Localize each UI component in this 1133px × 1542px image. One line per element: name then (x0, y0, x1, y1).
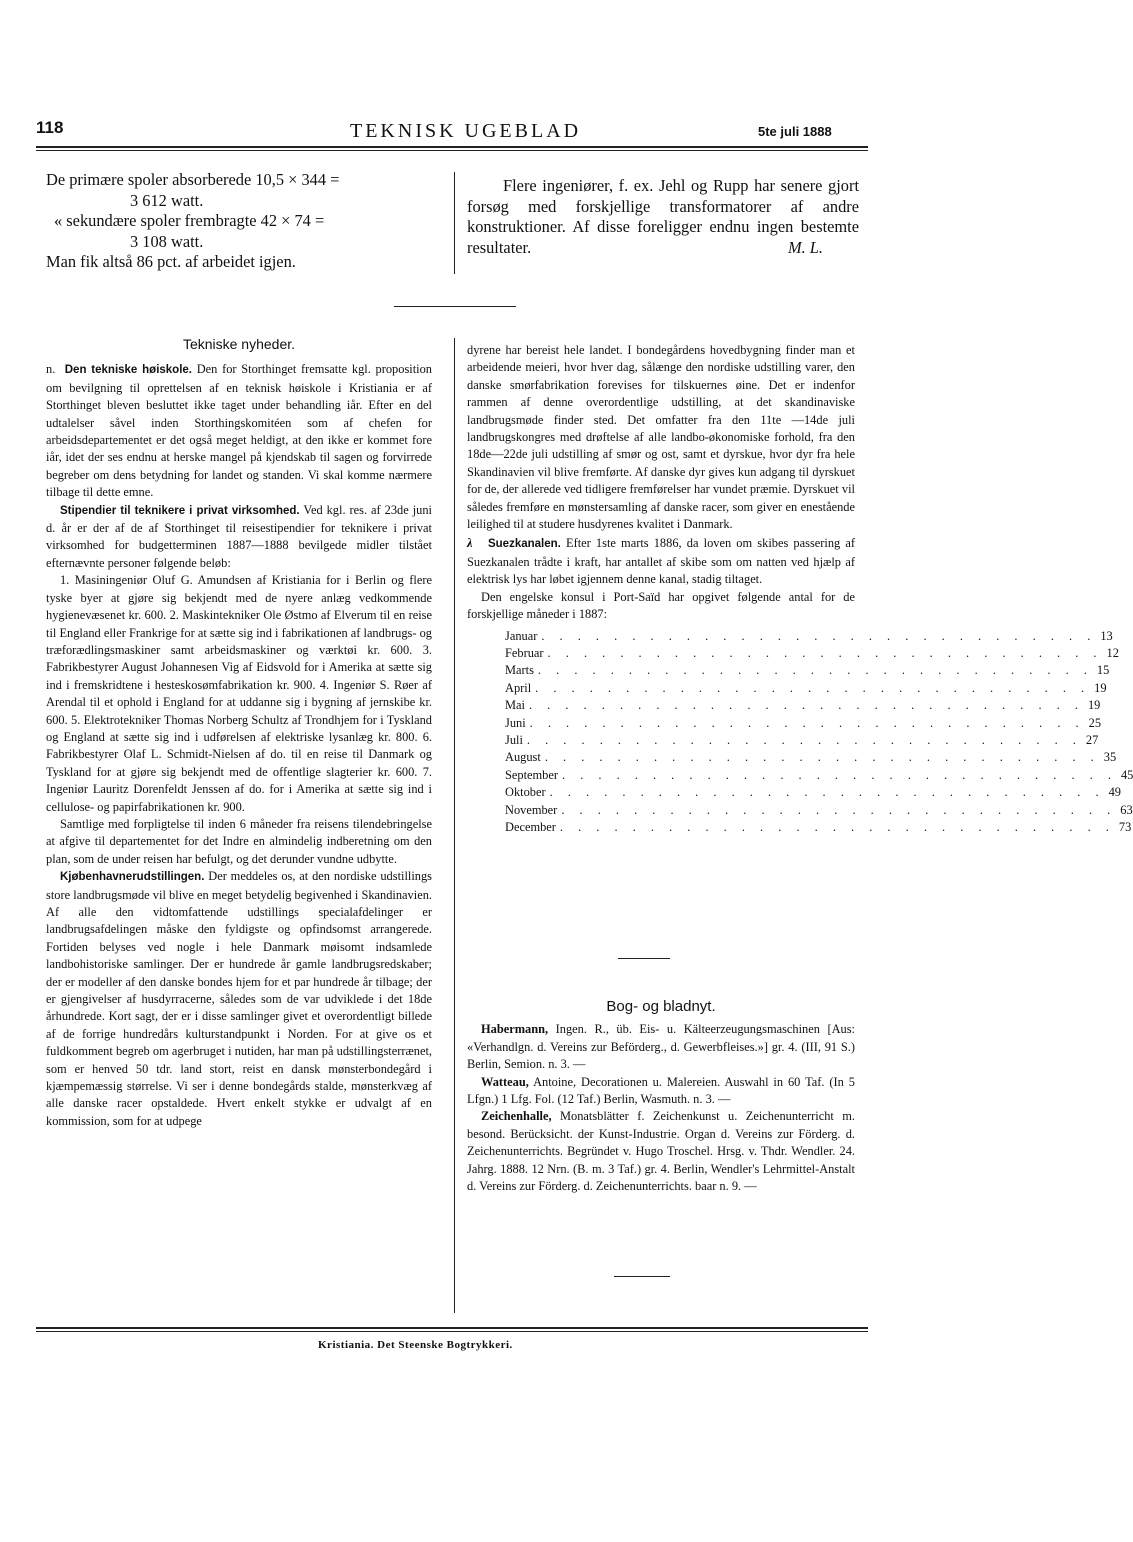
result-line-1: De primære spoler absorberede 10,5 × 344 = (46, 170, 340, 189)
item-marker-lambda: λ (467, 536, 473, 551)
paragraph-suez (467, 535, 855, 588)
section-separator-end (614, 1276, 670, 1277)
footer-rule-thin (36, 1331, 868, 1332)
paragraph-stipendier (46, 502, 432, 573)
article-conclusion (467, 176, 859, 258)
right-column (467, 342, 1133, 840)
subhead-kjobenhavn: Kjøbenhavnerudstillingen. (60, 871, 205, 884)
result-line-5: Man fik altså 86 pct. af arbeidet igjen. (46, 252, 296, 272)
printer-imprint: Kristiania. Det Steenske Bogtrykkeri. (318, 1339, 513, 1351)
subhead-stipendier: Stipendier til teknikere i privat virksomhed. (60, 504, 300, 517)
table-row: November . . . . . . . . . . . . . . . . . . . . . . . . . . . . . . . 63 (505, 802, 1133, 817)
subhead-suez: Suezkanalen. (487, 538, 561, 551)
issue-date: 5te juli 1888 (758, 124, 832, 139)
transformer-results (46, 170, 438, 273)
paragraph-dyrene: dyrene har bereist hele landet. I bondegårdens hovedbygning finder man et arbeidende meieri, hvor hver dag, sålænge den nordiske udstilling varer, den danske smørfabrikation forevises for tilskuernes øine. Det er indenfor rammen af denne overordentlige udstilling, at det skandinaviske landbrugsmøde finder sted. Det omfatter fra den 11te —14de juli landbrugskongres med drøftelse af alle landbo-økonomiske forhold, fra den 18de—22de juli udstilling af smør og ost, samt et dyrskue, hvor dyr fra hele Skandinavien vil blive fremførte. Af danske dyr gives kun adgang til dyrskuet for de, der allerede ved tidligere fremførelser har vundet præmie. Dyrskuet vil således fremføre en mønstersamling af danske racer, som giver en enestående leilighed til at studere husdyrenes kvalitet i Danmark. (467, 343, 855, 532)
result-line-3: « sekundære spoler frembragte 42 × 74 = (54, 211, 325, 231)
text-stipendier: Ved kgl. res. af 23de juni d. år er der af de af Storthinget til reisestipendier for teknikere i privat virksomhed for budgetterminen 1887—1888 bevilgede midler tilstået efternævnte personer følgende beløb: (46, 502, 432, 570)
section-heading-tekniske: Tekniske nyheder. (182, 336, 296, 352)
paragraph-kjobenhavn (46, 868, 432, 1130)
item-marker: n. (46, 362, 56, 377)
section-heading-bog: Bog- og bladnyt. (606, 998, 716, 1015)
table-row: Marts . . . . . . . . . . . . . . . . . . . . . . . . . . . . . . . 15 (505, 663, 1110, 678)
table-row: Juli . . . . . . . . . . . . . . . . . . . . . . . . . . . . . . . 27 (505, 732, 1099, 747)
table-row: Juni . . . . . . . . . . . . . . . . . . . . . . . . . . . . . . . 25 (505, 715, 1102, 730)
entry-text: Antoine, Decorationen u. Malereien. Auswahl in 60 Taf. (In 5 Lfgn.) 1 Lfg. Fol. (12 Taf.) Berlin, Wasmuth. n. 3. — (467, 1074, 855, 1107)
entry-head: Zeichenhalle, (481, 1109, 552, 1124)
text-hoiskole: Den for Storthinget fremsatte kgl. proposition om bevilgning til oprettelsen af en teknisk høiskole i Kristiania er af Storthinget bleven besluttet ikke taget under behandling iår. Efter en del udtalelser såvel inden Storthingskomitéen som af chefen for arbeidsdepartementet er det også meget heldigt, at den ikke er kommet fore iår, idet der ses endnu at herske mangel på kjendskab til sagen og forvirrede begreber om dens betydning for landet og standen. Vi skal komme nærmere tilbage til dette emne. (46, 362, 432, 500)
entry-zeichenhalle (467, 1108, 855, 1195)
author-signature: M. L. (787, 237, 823, 257)
month-table (505, 628, 1133, 837)
table-row: Oktober . . . . . . . . . . . . . . . . . . . . . . . . . . . . . . . 49 (505, 785, 1121, 800)
entry-head: Watteau, (481, 1074, 529, 1089)
left-column (46, 336, 432, 1130)
table-row: Januar . . . . . . . . . . . . . . . . . . . . . . . . . . . . . . . 13 (505, 628, 1113, 643)
article-separator (394, 306, 516, 307)
section-separator (618, 958, 670, 959)
result-line-4: 3 108 watt. (130, 231, 204, 251)
entry-text: Ingen. R., üb. Eis- u. Kälteerzeugungsmaschinen [Aus: «Verhandlgn. d. Vereins zur Beförderg., d. Gewerbfleises.»] gr. 4. (III, 91 S.) Berlin, Semion. n. 3. — (467, 1022, 855, 1072)
paragraph-hoiskole (46, 361, 432, 501)
subhead-hoiskole: Den tekniske høiskole. (64, 364, 192, 377)
text-suez: Efter 1ste marts 1886, da loven om skibes passering af Suezkanalen trådte i kraft, har antallet af skibe som om natten ved hjælp af elektrisk lys har løbet igjennem denne kanal, stadig tiltaget. (467, 536, 856, 587)
paragraph-konsul: Den engelske konsul i Port-Saïd har opgivet følgende antal for de forskjellige måneder i 1887: (467, 589, 855, 622)
entry-watteau (467, 1074, 855, 1109)
table-row: December . . . . . . . . . . . . . . . . . . . . . . . . . . . . . . . 73 (505, 819, 1132, 834)
header-rule-thin (36, 150, 868, 151)
entry-text: Monatsblätter f. Zeichenkunst u. Zeichenunterricht m. besond. Berücksicht. der Kunst-Industrie. Organ d. Vereins zur Förderg. d. Zeichenunterrichts. Begründet v. Hugo Troschel. Hrsg. v. Thdr. Wendler. 24. Jahrg. 1888. 12 Nrn. (B. m. 3 Taf.) gr. 4. Berlin, Wendler's Lehrmittel-Anstalt d. Vereins zur Förderg. d. Zeichenunterrichts. baar n. 9. — (467, 1109, 855, 1194)
paragraph-samtlige: Samtlige med forpligtelse til inden 6 måneder fra reisens tilendebringelse at afgive til departementet for det Indre en almindelig indberetning om den plan, som de under reisen har befulgt, og det derunder vundne udbytte. (46, 816, 432, 866)
journal-title: TEKNISK UGEBLAD (350, 120, 582, 142)
column-divider (454, 338, 455, 1313)
table-row: September . . . . . . . . . . . . . . . . . . . . . . . . . . . . . . . 45 (505, 767, 1133, 782)
text-kjobenhavn: Der meddeles os, at den nordiske udstillings store landbrugsmøde vil blive en meget betydelig begivenhed i Skandinavien. Af alle den vidtomfattende udstillings specialafdelinger er landbrugsafdelingen måske den fyldigste og opfindsomst arrangerede. Fortiden belyses ved nogle i hele Danmark møisomt indsamlede landbohistoriske samlinger. Der er hundrede år gamle landbrugsredskaber; der er modeller af den danske bondes hjem for et par hundrede år tilbage; der er gjengivelser af husdyrracerne, således som de var udviklede i det 18de århundrede. Kort sagt, der er i disse samlinger givet et overordentligt billede af de forrige hundredårs kulturstandpunkt i Norden. For at give os et fuldkomment begreb om agerbruget i nutiden, har man på udstillingsterrænet, som er henved 50 tdr. land stort, reist en dansk mønsterbondegård i kjæmpemæssig størrelse. Vi ser i denne bondegårds stalde, mønsterkvæg af alle danske racer opstaldede. Hvert enkelt stykke er udvalgt af en kommission, som for at udpege (46, 869, 432, 1128)
entry-head: Habermann, (481, 1022, 549, 1037)
table-row: April . . . . . . . . . . . . . . . . . . . . . . . . . . . . . . . 19 (505, 680, 1107, 695)
top-column-divider (454, 172, 455, 274)
page-number: 118 (36, 118, 64, 137)
footer-rule (36, 1327, 868, 1329)
header-rule (36, 146, 868, 148)
paragraph-recipients: 1. Masiningeniør Oluf G. Amundsen af Kristiania for i Berlin og flere tyske byer at gjøre sig bekjendt med de nyere anlæg vedkommende hygienevæsenet kr. 600. 2. Maskintekniker Ole Østmo af Elverum til en reise til England eller Frankrige for at sætte sig ind i fabrikationen af landbrugs- og træforædlingsmaskiner samt arbeidsmaskiner og værktøi kr. 600. 3. Fabrikbestyrer August Johannesen Vig af Eidsvold for i Amerika at sætte sig ind i fremskridtene i hesteskosømfabrikation kr. 900. 4. Ingeniør S. Røer af Arendal til et ophold i England for at uddanne sig i bygning af jernskibe kr. 600. 5. Elektrotekniker Thomas Norberg Schultz af Trondhjem for i Tyskland og England at sætte sig ind i udførelsen af elektriske lysanlæg kr. 800. 6. Fabrikbestyrer Olaf L. Schmidt-Nielsen af do. til en reise til Danmark og Tyskland for at gjøre sig bekjendt med de offentlige slagterier kr. 600. 7. Ingeniør Lauritz Dorenfeldt Jenssen af do. for i Amerika at sætte sig ind i cellulose- og papirfabrikationen kr. 900. (46, 573, 432, 814)
table-row: August . . . . . . . . . . . . . . . . . . . . . . . . . . . . . . . 35 (505, 750, 1117, 765)
bog-section (467, 998, 855, 1195)
entry-habermann (467, 1021, 855, 1073)
result-line-2: 3 612 watt. (130, 190, 204, 210)
table-row: Mai . . . . . . . . . . . . . . . . . . . . . . . . . . . . . . . 19 (505, 698, 1101, 713)
conclusion-text: Flere ingeniører, f. ex. Jehl og Rupp har senere gjort forsøg med forskjellige transformatorer af andre konstruktioner. Af disse foreligger endnu ingen bestemte resultater. (467, 176, 859, 257)
table-row: Februar . . . . . . . . . . . . . . . . . . . . . . . . . . . . . . . 12 (505, 645, 1119, 660)
